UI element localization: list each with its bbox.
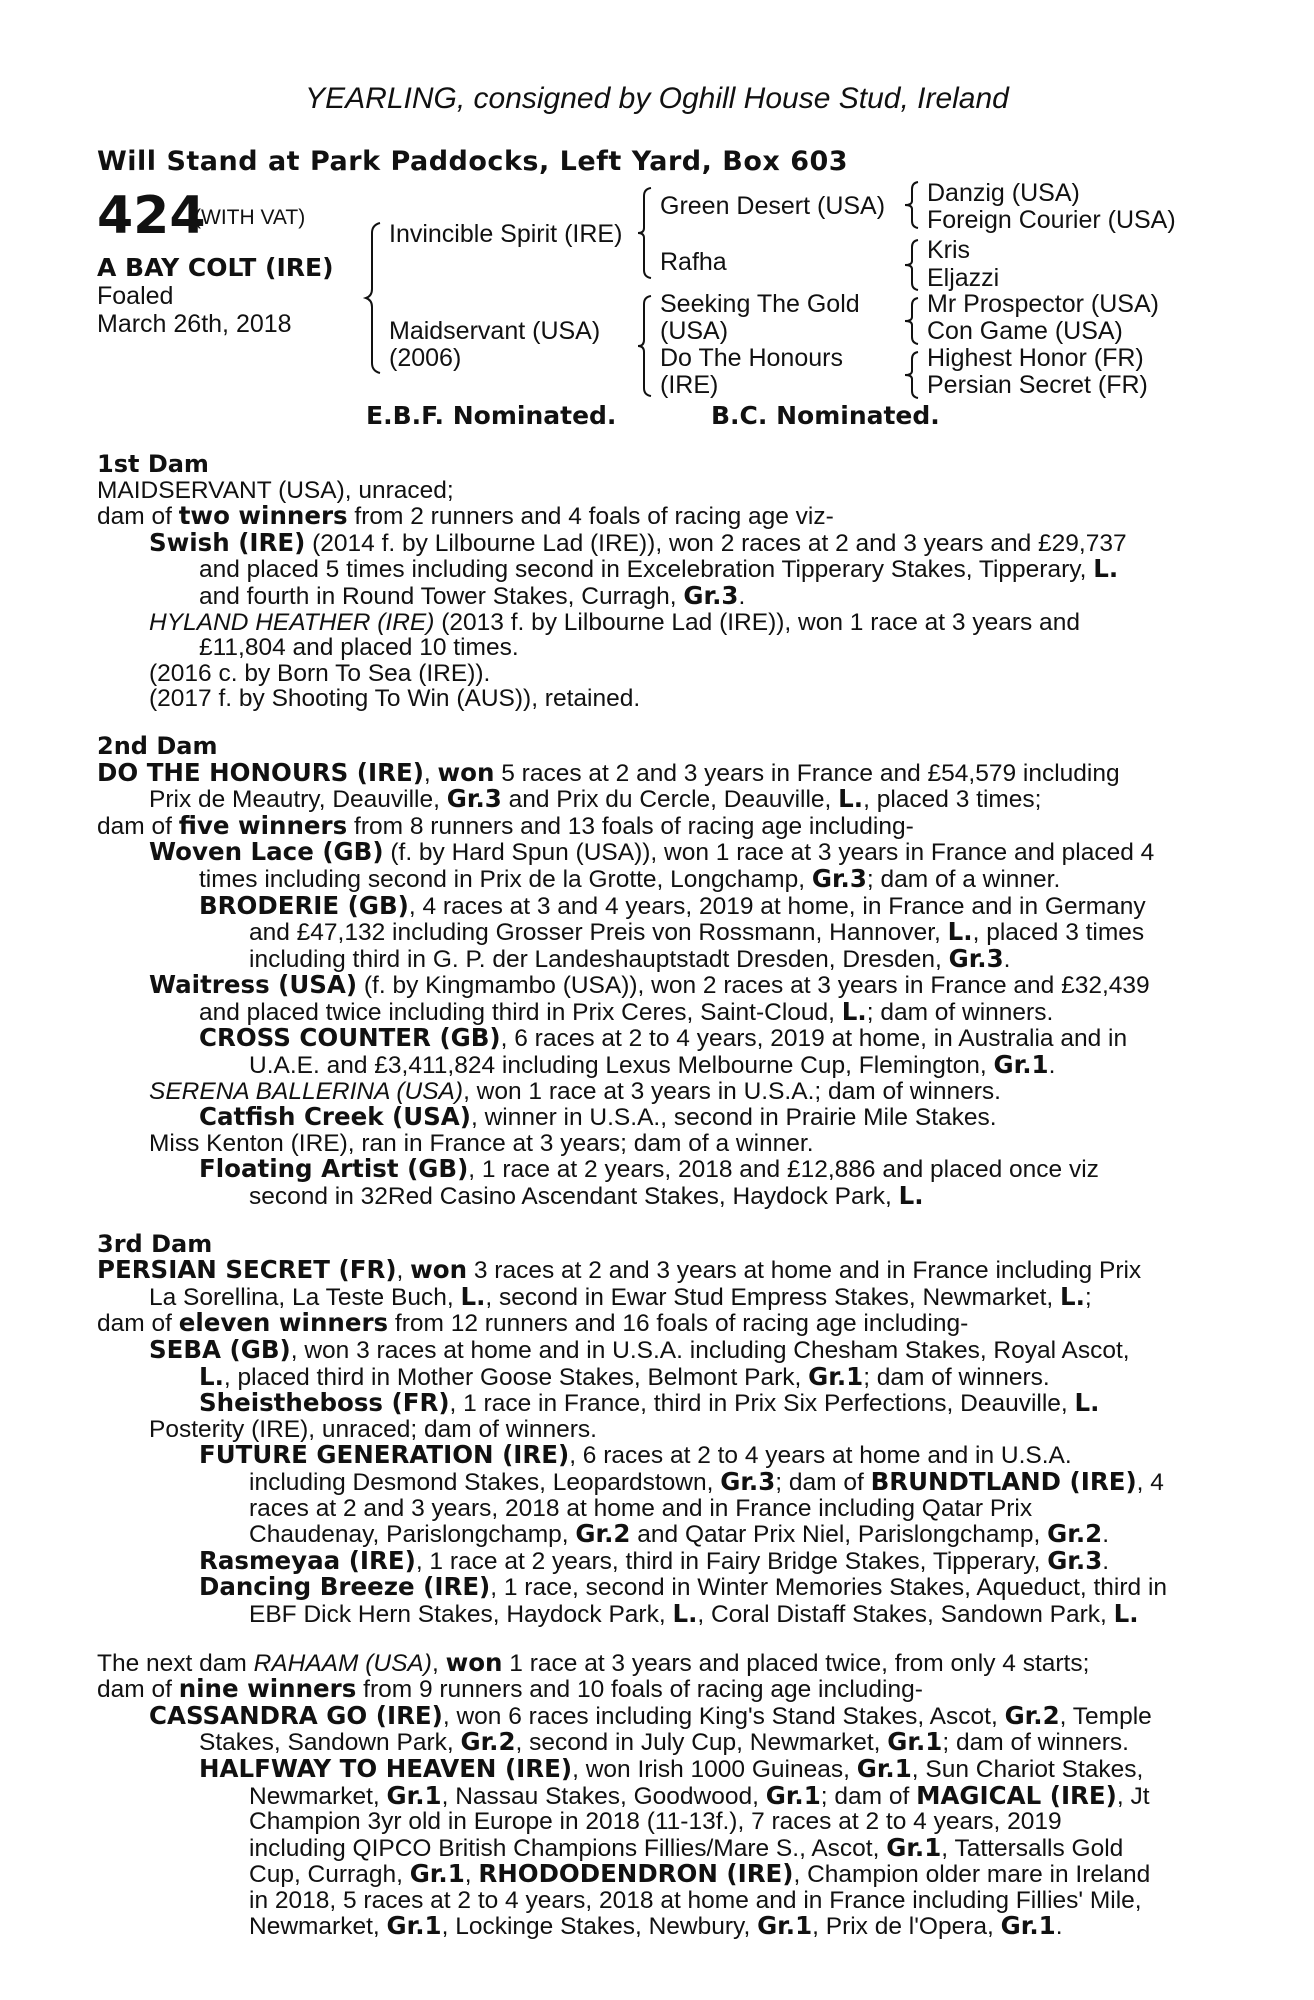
lot-number: 424: [97, 186, 206, 246]
colt-title: A BAY COLT (IRE): [97, 253, 334, 282]
text-line: Newmarket, Gr.1, Lockinge Stakes, Newbury, Gr.1, Prix de l'Opera, Gr.1.: [249, 1911, 1063, 1941]
dam-sire-line2: (USA): [660, 317, 729, 345]
second-dam-heading: 2nd Dam: [97, 731, 218, 760]
ped-sds: Kris: [927, 236, 971, 264]
foaled-label: Foaled: [97, 282, 174, 310]
text-line: Rasmeyaa (IRE), 1 race at 2 years, third in Fairy Bridge Stakes, Tipperary, Gr.3.: [199, 1545, 1110, 1575]
text-line: HALFWAY TO HEAVEN (IRE), won Irish 1000 Guineas, Gr.1, Sun Chariot Stakes,: [199, 1753, 1144, 1783]
text-line: The next dam RAHAAM (USA), won 1 race at 3 years and placed twice, from only 4 starts;: [97, 1647, 1090, 1677]
text-line: Newmarket, Gr.1, Nassau Stakes, Goodwood, Gr.1; dam of MAGICAL (IRE), Jt: [249, 1780, 1150, 1810]
bracket-main: [366, 223, 382, 373]
ped-dsd: Con Game (USA): [927, 317, 1123, 345]
bracket-ss: [905, 182, 919, 228]
dam-dam-line1: Do The Honours: [660, 344, 843, 372]
text-line: Chaudenay, Parislongchamp, Gr.2 and Qatar Prix Niel, Parislongchamp, Gr.2.: [249, 1519, 1110, 1549]
ped-dds: Highest Honor (FR): [927, 344, 1144, 372]
dam-name-line1: Maidservant (USA): [389, 317, 601, 345]
ped-ssd: Foreign Courier (USA): [927, 206, 1176, 234]
third-dam-section: [97, 1229, 1207, 1628]
text-line: and placed twice including third in Prix Ceres, Saint-Cloud, L.; dam of winners.: [199, 996, 1054, 1026]
stand-location: Will Stand at Park Paddocks, Left Yard, Box 603: [97, 146, 849, 177]
text-line: races at 2 and 3 years, 2018 at home and in France including Qatar Prix: [249, 1494, 1033, 1522]
text-line: CROSS COUNTER (GB), 6 races at 2 to 4 years, 2019 at home, in Australia and in: [199, 1023, 1128, 1053]
next-dam-section: [97, 1647, 1207, 1941]
bracket-dd: [905, 352, 919, 398]
text-line: Sheistheboss (FR), 1 race in France, third in Prix Six Perfections, Deauville, L.: [199, 1388, 1100, 1418]
bracket-ds: [905, 298, 919, 344]
ebf-nominated: E.B.F. Nominated.: [366, 401, 617, 430]
text-line: £11,804 and placed 10 times.: [199, 634, 519, 662]
text-line: second in 32Red Casino Ascendant Stakes, Haydock Park, L.: [249, 1181, 924, 1211]
text-line: including QIPCO British Champions Fillies/Mare S., Ascot, Gr.1, Tattersalls Gold: [249, 1832, 1124, 1862]
sire-dam: Rafha: [660, 248, 727, 276]
third-dam-heading: 3rd Dam: [97, 1229, 213, 1258]
second-dam-section: [97, 731, 1207, 1211]
text-line: Catfish Creek (USA), winner in U.S.A., second in Prairie Mile Stakes.: [199, 1102, 997, 1132]
text-line: Miss Kenton (IRE), ran in France at 3 years; dam of a winner.: [149, 1129, 814, 1157]
text-line: Cup, Curragh, Gr.1, RHODODENDRON (IRE), Champion older mare in Ireland: [249, 1859, 1151, 1889]
text-line: SEBA (GB), won 3 races at home and in U.S.A. including Chesham Stakes, Royal Ascot,: [149, 1335, 1130, 1364]
dam-sections: [97, 452, 1207, 1940]
vat-note: (WITH VAT): [194, 206, 306, 229]
text-line: Posterity (IRE), unraced; dam of winners.: [149, 1415, 597, 1443]
text-line: DO THE HONOURS (IRE), won 5 races at 2 and 3 years in France and £54,579 including: [97, 757, 1120, 787]
foaled-info: [97, 282, 292, 338]
text-line: Woven Lace (GB) (f. by Hard Spun (USA)), won 1 race at 3 years in France and placed 4: [149, 837, 1155, 867]
text-line: Champion 3yr old in Europe in 2018 (11-13f.), 7 races at 2 to 4 years, 2019: [249, 1808, 1062, 1836]
text-line: Prix de Meautry, Deauville, Gr.3 and Prix du Cercle, Deauville, L., placed 3 times;: [149, 784, 1042, 814]
dam-dam-line2: (IRE): [660, 371, 719, 399]
text-line: Floating Artist (GB), 1 race at 2 years, 2018 and £12,886 and placed once viz: [199, 1154, 1099, 1184]
text-line: (2016 c. by Born To Sea (IRE)).: [149, 659, 491, 687]
dam-name-line2: (2006): [389, 344, 462, 372]
first-dam-heading: 1st Dam: [97, 450, 209, 478]
ped-ddd: Persian Secret (FR): [927, 371, 1148, 399]
text-line: U.A.E. and £3,411,824 including Lexus Melbourne Cup, Flemington, Gr.1.: [249, 1050, 1056, 1080]
text-line: La Sorellina, La Teste Buch, L., second in Ewar Stud Empress Stakes, Newmarket, L.;: [149, 1281, 1092, 1311]
text-line: in 2018, 5 races at 2 to 4 years, 2018 at home and in France including Fillies' Mile,: [249, 1886, 1142, 1914]
text-line: dam of nine winners from 9 runners and 10 foals of racing age including-: [97, 1674, 923, 1704]
bc-nominated: B.C. Nominated.: [711, 401, 940, 430]
text-line: and fourth in Round Tower Stakes, Curragh, Gr.3.: [199, 580, 746, 610]
text-line: FUTURE GENERATION (IRE), 6 races at 2 to 4 years at home and in U.S.A.: [199, 1440, 1072, 1470]
dam-dam: [660, 345, 843, 399]
text-line: PERSIAN SECRET (FR), won 3 races at 2 and 3 years at home and in France including Prix: [97, 1255, 1142, 1285]
text-line: L., placed third in Mother Goose Stakes, Belmont Park, Gr.1; dam of winners.: [199, 1361, 1050, 1391]
bracket-sire: [638, 188, 652, 278]
sire: Invincible Spirit (IRE): [389, 220, 623, 248]
text-line: (2017 f. by Shooting To Win (AUS)), retained.: [149, 685, 641, 713]
bracket-sd: [905, 240, 919, 290]
text-line: MAIDSERVANT (USA), unraced;: [97, 476, 454, 504]
dam-sire: [660, 291, 860, 345]
text-line: dam of eleven winners from 12 runners and 16 foals of racing age including-: [97, 1308, 969, 1338]
text-line: SERENA BALLERINA (USA), won 1 race at 3 years in U.S.A.; dam of winners.: [149, 1077, 1001, 1105]
text-line: HYLAND HEATHER (IRE) (2013 f. by Lilbourne Lad (IRE)), won 1 race at 3 years and: [149, 608, 1080, 636]
dam-sire-line1: Seeking The Gold: [660, 290, 860, 318]
bracket-dam: [638, 296, 652, 396]
consignment-line: YEARLING, consigned by Oghill House Stud, Ireland: [305, 82, 1009, 115]
text-line: times including second in Prix de la Grotte, Longchamp, Gr.3; dam of a winner.: [199, 863, 1061, 893]
dam-name: [389, 318, 600, 372]
text-line: including Desmond Stakes, Leopardstown, Gr.3; dam of BRUNDTLAND (IRE), 4: [249, 1466, 1164, 1496]
text-line: Stakes, Sandown Park, Gr.2, second in July Cup, Newmarket, Gr.1; dam of winners.: [199, 1727, 1129, 1757]
text-line: Dancing Breeze (IRE), 1 race, second in Winter Memories Stakes, Aqueduct, third in: [199, 1572, 1168, 1602]
text-line: Waitress (USA) (f. by Kingmambo (USA)), won 2 races at 3 years in France and £32,439: [149, 970, 1150, 1000]
sire-sire: Green Desert (USA): [660, 192, 886, 220]
ped-dss: Mr Prospector (USA): [927, 290, 1159, 318]
ped-sdd: Eljazzi: [927, 264, 1000, 292]
text-line: BRODERIE (GB), 4 races at 3 and 4 years, 2019 at home, in France and in Germany: [199, 890, 1146, 920]
text-line: Swish (IRE) (2014 f. by Lilbourne Lad (IRE)), won 2 races at 2 and 3 years and £29,737: [149, 527, 1127, 557]
text-line: and £47,132 including Grosser Preis von Rossmann, Hannover, L., placed 3 times: [249, 917, 1145, 947]
text-line: dam of two winners from 2 runners and 4 foals of racing age viz-: [97, 501, 834, 531]
foaled-date: March 26th, 2018: [97, 310, 292, 338]
text-line: CASSANDRA GO (IRE), won 6 races including King's Stand Stakes, Ascot, Gr.2, Temple: [149, 1700, 1152, 1730]
text-line: EBF Dick Hern Stakes, Haydock Park, L., Coral Distaff Stakes, Sandown Park, L.: [249, 1598, 1139, 1628]
first-dam-section: [97, 452, 1207, 712]
text-line: including third in G. P. der Landeshauptstadt Dresden, Dresden, Gr.3.: [249, 943, 1011, 973]
text-line: dam of five winners from 8 runners and 13 foals of racing age including-: [97, 810, 914, 840]
text-line: and placed 5 times including second in Excelebration Tipperary Stakes, Tipperary, L.: [199, 554, 1119, 584]
ped-sss: Danzig (USA): [927, 179, 1080, 207]
